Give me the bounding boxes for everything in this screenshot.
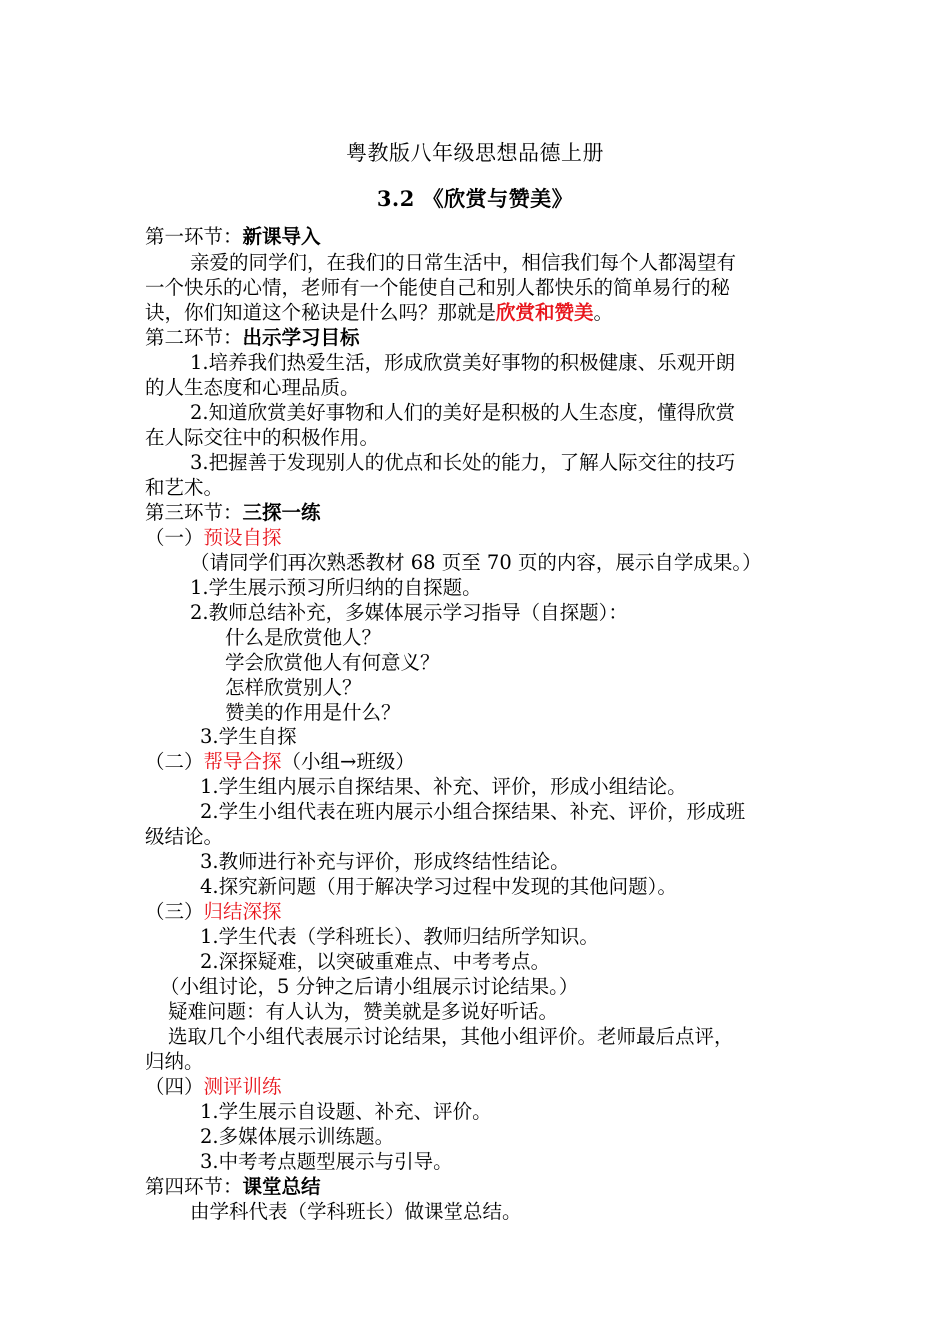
goal-1-line-1: 1.培养我们热爱生活，形成欣赏美好事物的积极健康、乐观开朗 (190, 351, 736, 374)
part-number: （一） (145, 526, 204, 549)
part-2-item-1: 1.学生组内展示自探结果、补充、评价，形成小组结论。 (200, 775, 687, 798)
part-2-item-2-line-1: 2.学生小组代表在班内展示小组合探结果、补充、评价，形成班 (200, 800, 746, 823)
course-title: 粤教版八年级思想品德上册 (346, 141, 604, 165)
intro-line-3 (145, 300, 613, 325)
goal-3-line-1: 3.把握善于发现别人的优点和长处的能力，了解人际交往的技巧 (190, 451, 736, 474)
part-name: 归结深探 (203, 900, 282, 923)
part-number: （四） (145, 1075, 204, 1098)
question-2: 学会欣赏他人有何意义？ (225, 651, 440, 674)
part-3-item-2: 2.深探疑难，以突破重难点、中考考点。 (200, 950, 551, 973)
section-label: 第一环节： (145, 225, 243, 248)
section-label: 第四环节： (145, 1175, 243, 1198)
section-4-heading (145, 1174, 321, 1199)
section-title: 课堂总结 (242, 1175, 321, 1198)
part-4-heading (145, 1074, 282, 1099)
section-title: 三探一练 (242, 501, 321, 524)
part-4-item-3: 3.中考考点题型展示与引导。 (200, 1150, 453, 1173)
part-number: （二） (145, 750, 204, 773)
part-4-item-2: 2.多媒体展示训练题。 (200, 1125, 395, 1148)
goal-2-line-2: 在人际交往中的积极作用。 (145, 426, 380, 449)
section-title: 新课导入 (242, 225, 321, 248)
lesson-title: 3.2 《欣赏与赞美》 (376, 186, 574, 211)
section-1-heading (145, 224, 321, 249)
section-label: 第三环节： (145, 501, 243, 524)
question-1: 什么是欣赏他人？ (225, 626, 382, 649)
part-1-item-1: 1.学生展示预习所归纳的自探题。 (190, 576, 482, 599)
part-name: 预设自探 (203, 526, 282, 549)
part-1-item-2: 2.教师总结补充，多媒体展示学习指导（自探题）： (190, 601, 628, 624)
part-3-note: （小组讨论，5 分钟之后请小组展示讨论结果。） (160, 975, 579, 998)
goal-3-line-2: 和艺术。 (145, 476, 224, 499)
part-number: （三） (145, 900, 204, 923)
intro-line-2: 一个快乐的心情，老师有一个能使自己和别人都快乐的简单易行的秘 (145, 276, 731, 299)
section-3-heading (145, 500, 321, 525)
part-1-heading (145, 525, 282, 550)
part-1-item-3: 3.学生自探 (200, 725, 297, 748)
intro-end: 。 (593, 301, 614, 324)
goal-1-line-2: 的人生态度和心理品质。 (145, 376, 360, 399)
intro-line-1: 亲爱的同学们，在我们的日常生活中，相信我们每个人都渴望有 (190, 251, 737, 274)
question-4: 赞美的作用是什么？ (225, 701, 401, 724)
part-4-item-1: 1.学生展示自设题、补充、评价。 (200, 1100, 492, 1123)
intro-text: 诀，你们知道这个秘诀是什么吗？那就是 (145, 301, 497, 324)
key-phrase: 欣赏和赞美 (496, 301, 594, 324)
part-2-heading (145, 749, 415, 774)
part-2-item-4: 4.探究新问题（用于解决学习过程中发现的其他问题）。 (200, 875, 677, 898)
part-3-result-line-2: 归纳。 (145, 1050, 204, 1073)
part-2-item-2-line-2: 级结论。 (145, 825, 224, 848)
part-1-note: （请同学们再次熟悉教材 68 页至 70 页的内容，展示自学成果。） (190, 551, 762, 574)
part-name: 帮导合探 (203, 750, 282, 773)
summary-line: 由学科代表（学科班长）做课堂总结。 (190, 1200, 522, 1223)
goal-2-line-1: 2.知道欣赏美好事物和人们的美好是积极的人生态度，懂得欣赏 (190, 401, 736, 424)
section-2-heading (145, 325, 360, 350)
section-label: 第二环节： (145, 326, 243, 349)
question-3: 怎样欣赏别人？ (225, 676, 362, 699)
part-3-item-1: 1.学生代表（学科班长）、教师归结所学知识。 (200, 925, 599, 948)
part-name: 测评训练 (203, 1075, 282, 1098)
part-3-heading (145, 899, 282, 924)
difficult-question: 疑难问题：有人认为，赞美就是多说好听话。 (168, 1000, 559, 1023)
part-3-result-line-1: 选取几个小组代表展示讨论结果，其他小组评价。老师最后点评， (168, 1025, 734, 1048)
part-2-item-3: 3.教师进行补充与评价，形成终结性结论。 (200, 850, 570, 873)
part-suffix: （小组→班级） (281, 750, 415, 773)
section-title: 出示学习目标 (242, 326, 360, 349)
